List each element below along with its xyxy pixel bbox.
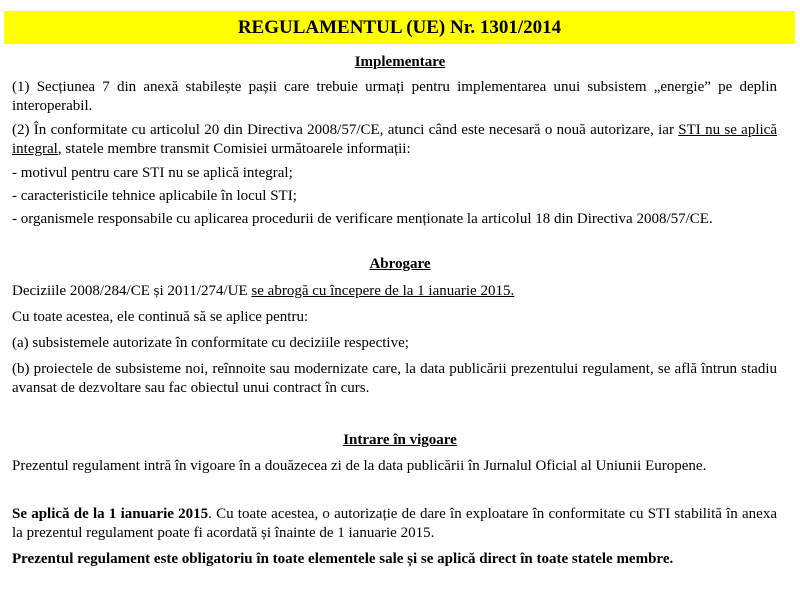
section-heading-abrogare: Abrogare xyxy=(369,256,431,272)
paragraph-implementare-1: (1) Secțiunea 7 din anexă stabilește pașii care trebuie urmați pentru implementarea unui subsistem „energie” pe deplin interoperabil. xyxy=(12,79,777,114)
bold-phrase: Se aplică de la 1 ianuarie 2015 xyxy=(12,506,209,522)
paragraph-text: Deciziile 2008/284/CE și 2011/274/UE xyxy=(12,283,252,299)
paragraph-intrare-2 xyxy=(12,505,777,543)
paragraph-text: (2) În conformitate cu articolul 20 din Directiva 2008/57/CE, atunci când este necesară o nouă autorizare, iar xyxy=(12,122,679,138)
paragraph-intrare-3: Prezentul regulament este obligatoriu în toate elementele sale și se aplică direct în toate statele membre. xyxy=(12,551,674,567)
paragraph-abrogare-2: Cu toate acestea, ele continuă să se aplice pentru: xyxy=(12,309,309,325)
bullet-item-3: - organismele responsabile cu aplicarea procedurii de verificare menționate la articolul 18 din Directiva 2008/57/CE. xyxy=(12,211,713,227)
bullet-item-2: - caracteristicile tehnice aplicabile în locul STI; xyxy=(12,188,297,204)
paragraph-abrogare-3: (a) subsistemele autorizate în conformitate cu deciziile respective; xyxy=(12,335,409,351)
underlined-phrase: STI nu se aplică integral xyxy=(12,122,777,157)
bullet-item-1: - motivul pentru care STI nu se aplică integral; xyxy=(12,165,293,181)
document-title: REGULAMENTUL (UE) Nr. 1301/2014 xyxy=(4,11,795,44)
section-heading-intrare-in-vigoare: Intrare în vigoare xyxy=(343,432,457,448)
section-heading-implementare: Implementare xyxy=(354,54,446,70)
paragraph-abrogare-1 xyxy=(12,282,777,301)
paragraph-intrare-1: Prezentul regulament intră în vigoare în a douăzecea zi de la data publicării în Jurnalul Oficial al Uniunii Europene. xyxy=(12,458,707,474)
paragraph-abrogare-4: (b) proiectele de subsisteme noi, reînnoite sau modernizate care, la data publicării prezentului regulament, se află întrun stadiu avansat de dezvoltare sau fac obiectul unui contract în curs. xyxy=(12,361,777,396)
paragraph-text: , statele membre transmit Comisiei următoarele informații: xyxy=(57,141,411,157)
paragraph-text: . Cu toate acestea, o autorizație de dare în exploatare în conformitate cu STI stabilită în anexa la prezentul regulament poate fi acordată și înainte de 1 ianuarie 2015. xyxy=(12,506,777,541)
paragraph-implementare-2 xyxy=(12,121,777,159)
underlined-phrase: se abrogă cu începere de la 1 ianuarie 2015. xyxy=(251,283,515,299)
